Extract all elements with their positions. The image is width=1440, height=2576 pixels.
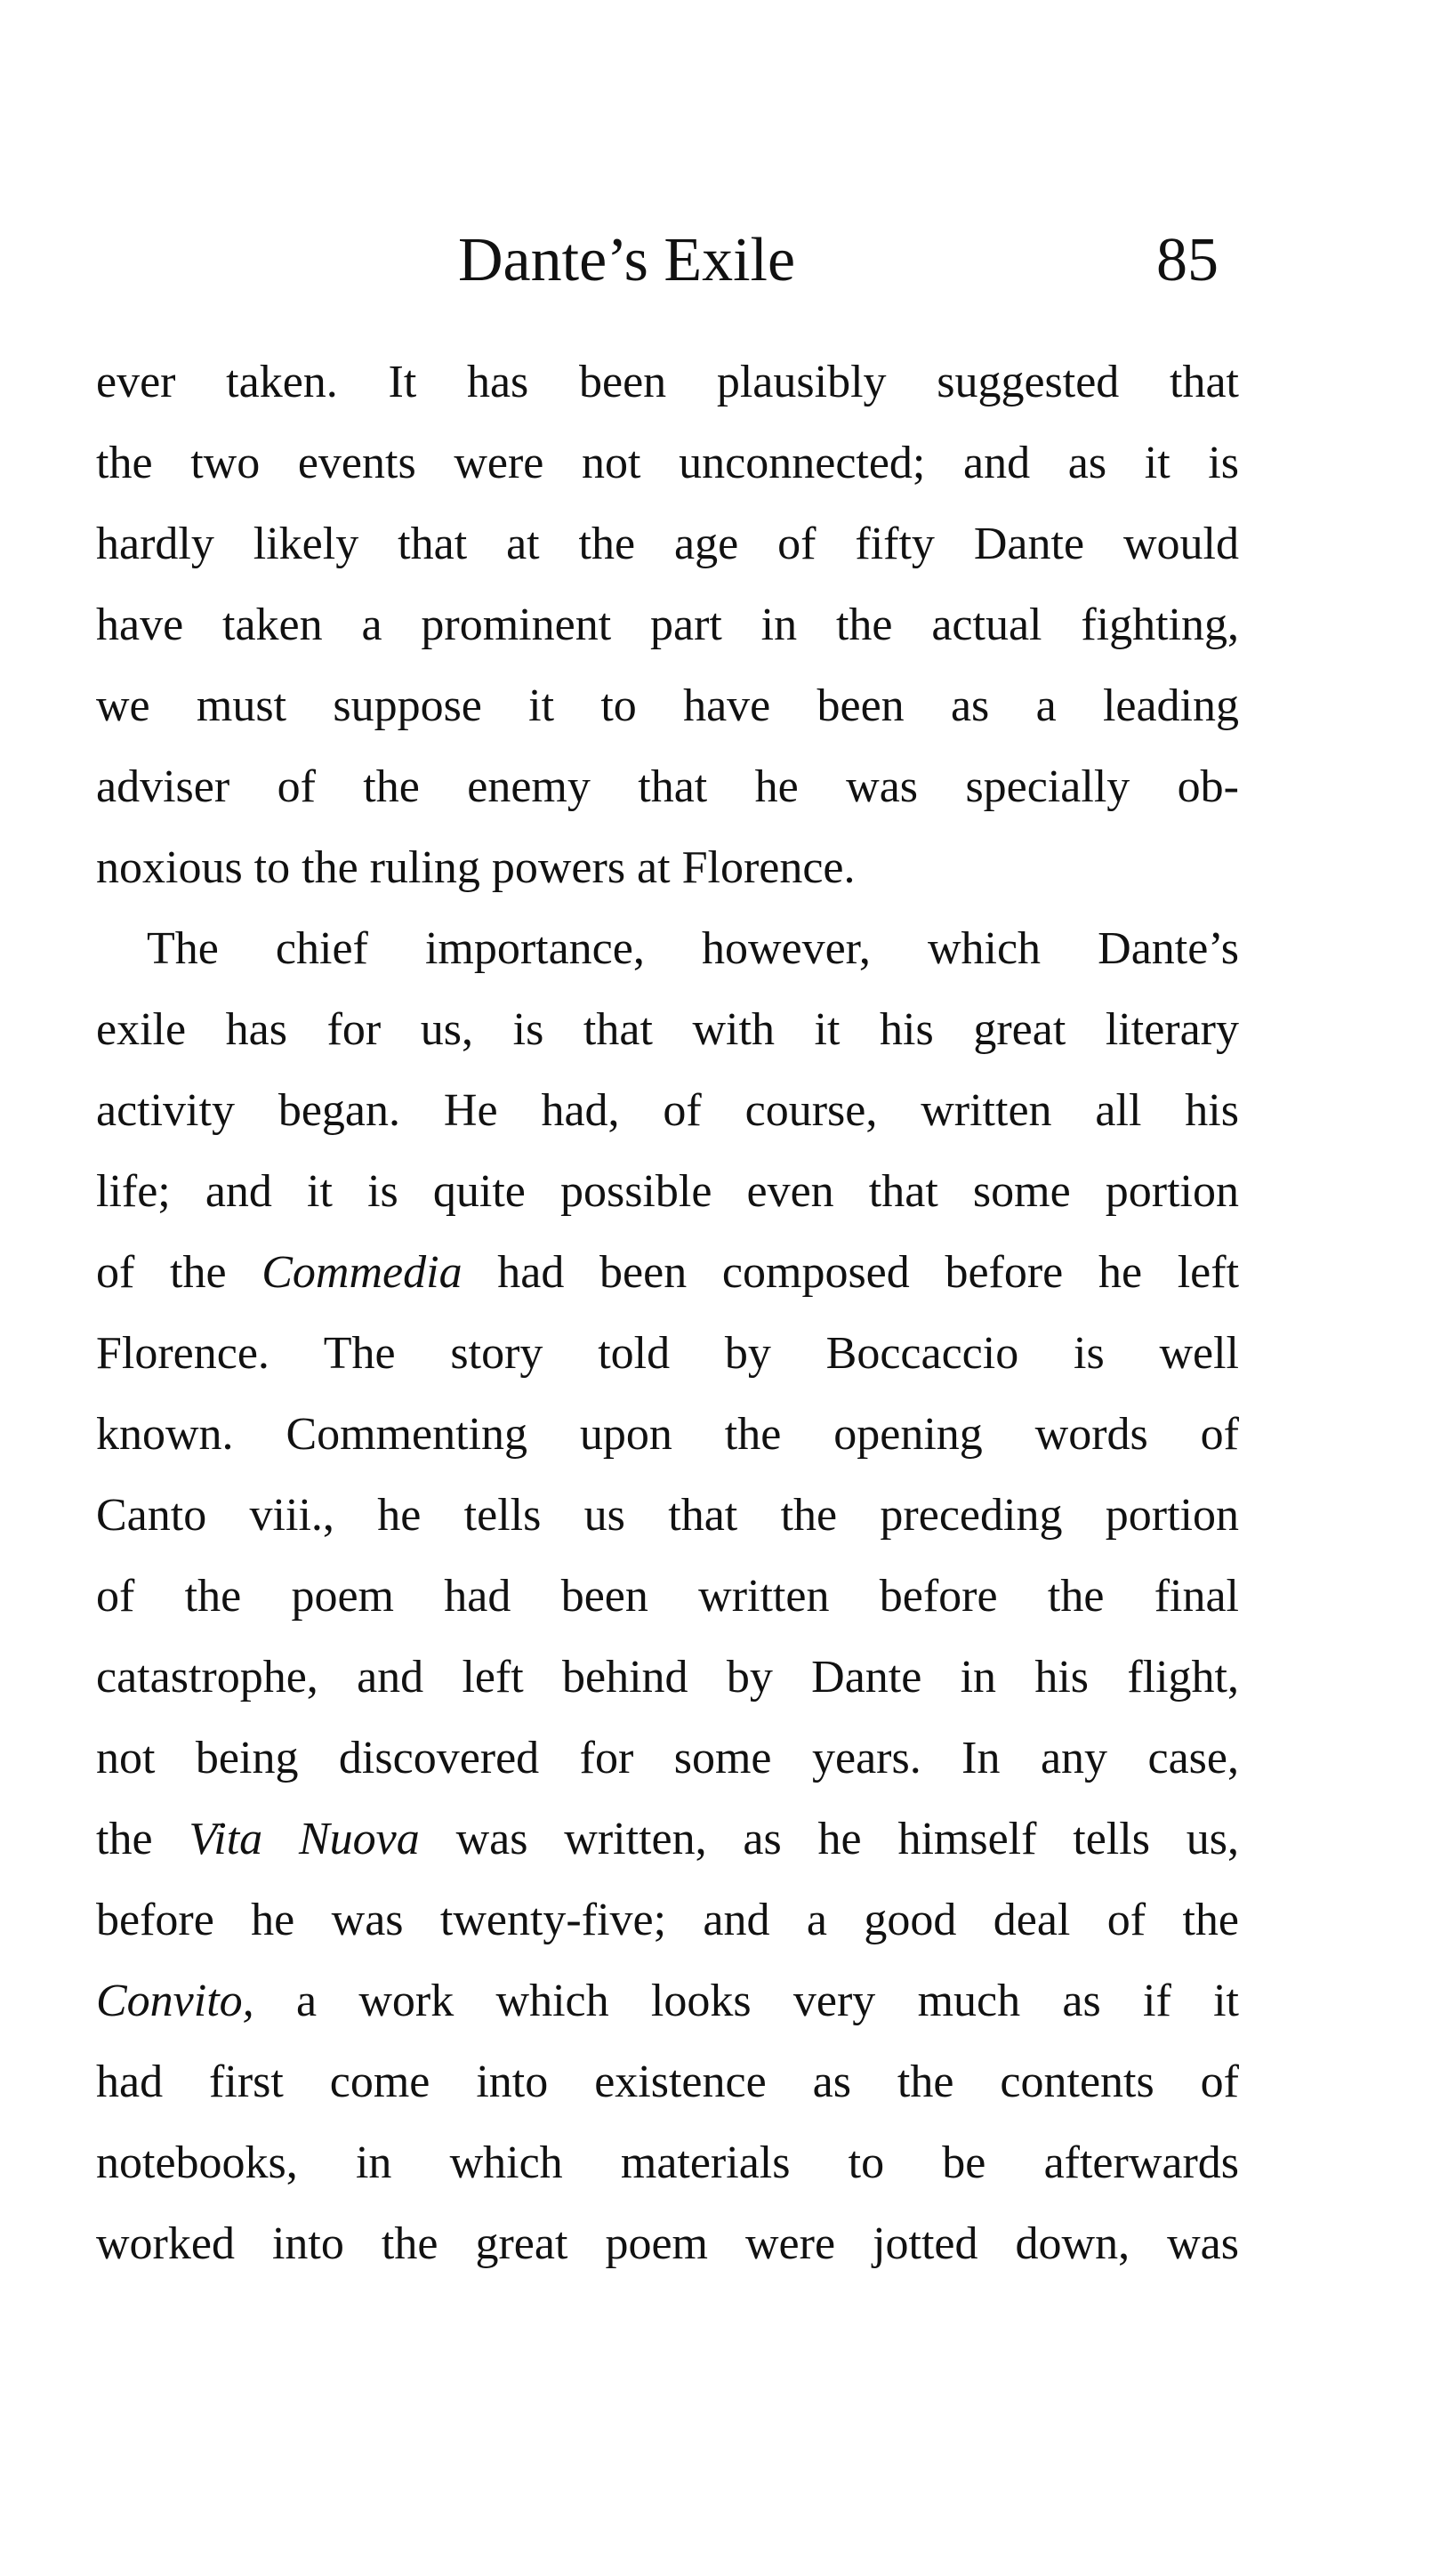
line-text: hardly likely that at the age of fifty Dante would [96,519,1239,569]
line-text: had been composed before he left [462,1247,1239,1298]
text-line [96,1070,1239,1151]
italic-title: Convito, [96,1976,254,2026]
text-line [96,584,1239,665]
text-line [96,1232,1239,1313]
line-text: the [96,1814,189,1864]
text-line [96,503,1239,584]
text-line [96,665,1239,746]
page-number: 85 [1156,226,1219,294]
text-line [96,342,1239,423]
text-line [96,989,1239,1070]
paragraph-2 [96,908,1239,2284]
text-line [96,1556,1239,1637]
text-line [96,2122,1239,2203]
line-text: the two events were not unconnected; and as it is [96,438,1239,488]
line-text: The chief importance, however, which Dante’s [147,923,1239,974]
text-line [96,746,1239,827]
text-line [96,2041,1239,2122]
line-text: adviser of the enemy that he was specially ob- [96,761,1239,812]
text-line [96,1880,1239,1960]
line-text: we must suppose it to have been as a leading [96,680,1239,731]
line-text: of the poem had been written before the final [96,1571,1239,1622]
line-text: had first come into existence as the contents of [96,2057,1239,2107]
text-line [96,827,1239,908]
line-text: ever taken. It has been plausibly suggested that [96,357,1239,407]
line-text: Florence. The story told by Boccaccio is well [96,1328,1239,1379]
line-text: activity began. He had, of course, written all his [96,1085,1239,1136]
line-text: notebooks, in which materials to be afterwards [96,2137,1239,2188]
line-text: a work which looks very much as if it [253,1976,1239,2026]
line-text: before he was twenty-five; and a good deal of the [96,1895,1239,1945]
line-text: catastrophe, and left behind by Dante in his flight, [96,1652,1239,1703]
text-line [96,1799,1239,1880]
text-line [96,1475,1239,1556]
line-text: worked into the great poem were jotted down, was [96,2218,1239,2269]
text-line [96,908,1239,989]
text-line [96,1313,1239,1394]
line-text: have taken a prominent part in the actual fighting, [96,600,1239,650]
italic-title: Commedia [261,1247,463,1298]
line-text: exile has for us, is that with it his great literary [96,1004,1239,1055]
line-text: noxious to the ruling powers at Florence. [96,842,856,893]
running-title: Dante’s Exile [458,226,796,294]
text-line [96,1394,1239,1475]
italic-title: Vita Nuova [189,1814,420,1864]
paragraph-1 [96,342,1239,908]
line-text: known. Commenting upon the opening words of [96,1409,1239,1460]
line-text: not being discovered for some years. In any case, [96,1733,1239,1783]
text-line [96,423,1239,503]
line-text: of the [96,1247,262,1298]
line-text: was written, as he himself tells us, [419,1814,1239,1864]
line-text: life; and it is quite possible even that some portion [96,1166,1239,1217]
text-line [96,2203,1239,2284]
text-line [96,1960,1239,2041]
text-line [96,1718,1239,1799]
line-text: Canto viii., he tells us that the preceding portion [96,1490,1239,1541]
text-line [96,1151,1239,1232]
running-head [458,221,1219,301]
text-line [96,1637,1239,1718]
